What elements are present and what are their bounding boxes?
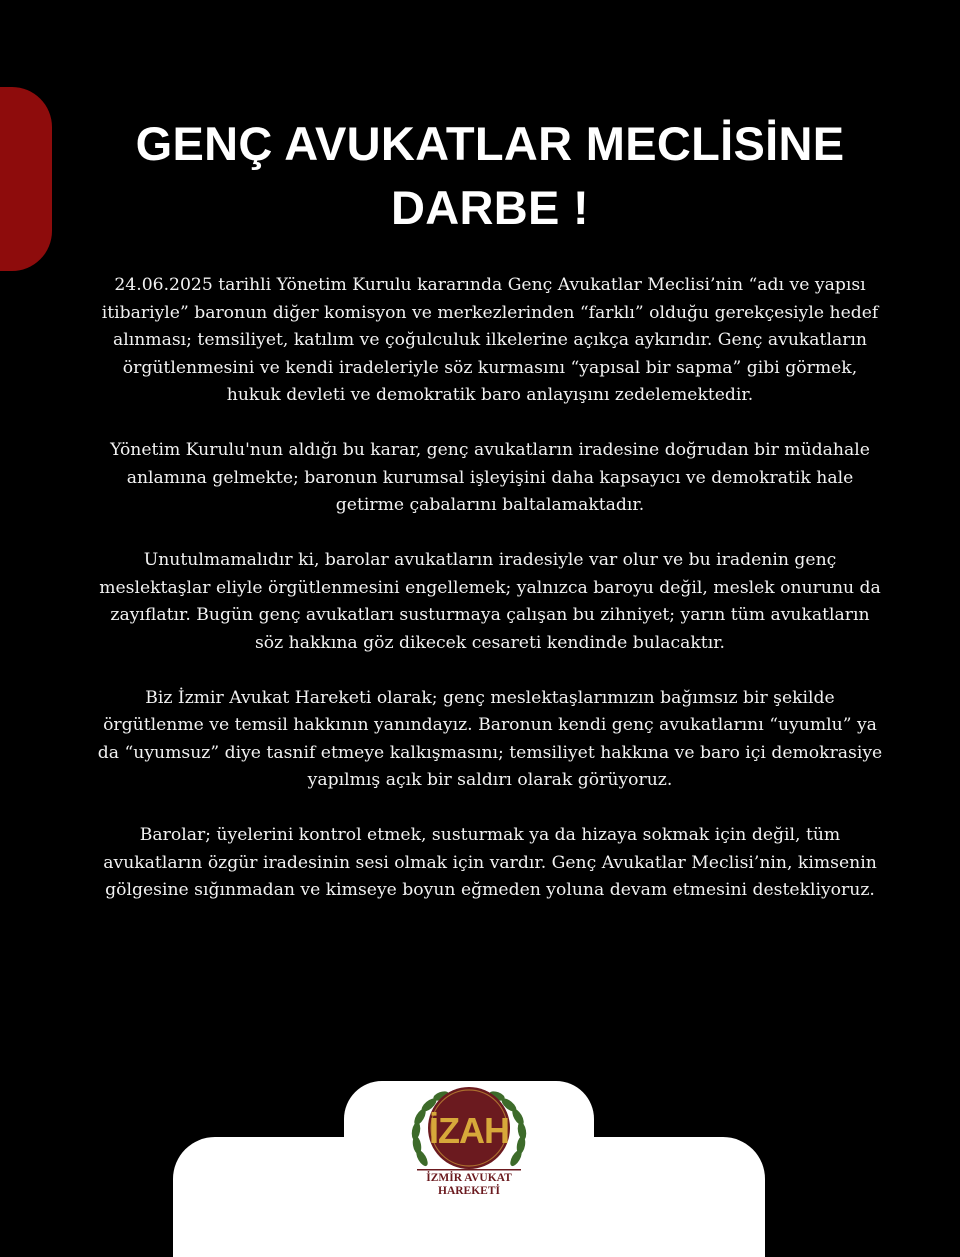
logo-monogram: İZAH: [429, 1110, 509, 1151]
izah-logo: [399, 1083, 539, 1200]
statement-body: [95, 272, 885, 932]
paragraph-1: 24.06.2025 tarihli Yönetim Kurulu kararında Genç Avukatlar Meclisi’nin “adı ve yapısı itibariyle” baronun diğer komisyon ve merkezlerinden “farklı” olduğu gerekçesiyle hedef alınması; temsiliyet, katılım ve çoğulculuk ilkelerine açıkça aykırıdır. Genç avukatların örgütlenmesini ve kendi iradeleriyle söz kurmasını “yapısal bir sapma” gibi görmek, hukuk devleti ve demokratik baro anlayışını zedelemektedir.: [101, 275, 879, 405]
page-title: [60, 112, 920, 240]
izah-logo-graphic: [399, 1083, 539, 1200]
title-line-1: GENÇ AVUKATLAR MECLİSİNE: [135, 117, 845, 170]
title-line-2: DARBE !: [391, 181, 589, 234]
paragraph-2: Yönetim Kurulu'nun aldığı bu karar, genç avukatların iradesine doğrudan bir müdahale anlamına gelmekte; baronun kurumsal işleyişini daha kapsayıcı ve demokratik hale getirme çabalarını baltalamaktadır.: [110, 440, 870, 515]
paragraph-4: Biz İzmir Avukat Hareketi olarak; genç meslektaşlarımızın bağımsız bir şekilde örgütlenme ve temsil hakkının yanındayız. Baronun kendi genç avukatlarını “uyumlu” ya da “uyumsuz” diye tasnif etmeye kalkışmasını; temsiliyet hakkına ve baro içi demokrasiye yapılmış açık bir saldırı olarak görüyoruz.: [97, 687, 883, 790]
logo-name-line-2: HAREKETİ: [438, 1185, 500, 1197]
paragraph-5: Barolar; üyelerini kontrol etmek, susturmak ya da hizaya sokmak için değil, tüm avukatların özgür iradesinin sesi olmak için vardır. Genç Avukatlar Meclisi’nin, kimsenin gölgesine sığınmadan ve kimseye boyun eğmeden yoluna devam etmesini destekliyoruz.: [103, 825, 877, 900]
logo-name-line-1: İZMİR AVUKAT: [426, 1172, 512, 1184]
paragraph-3: Unutulmamalıdır ki, barolar avukatların iradesiyle var olur ve bu iradenin genç meslektaşlar eliyle örgütlenmesini engellemek; yalnızca baroyu değil, meslek onurunu da zayıflatır. Bugün genç avukatları susturmaya çalışan bu zihniyet; yarın tüm avukatların söz hakkına göz dikecek cesareti kendinde bulacaktır.: [99, 550, 881, 653]
red-accent-tab: [0, 87, 52, 271]
